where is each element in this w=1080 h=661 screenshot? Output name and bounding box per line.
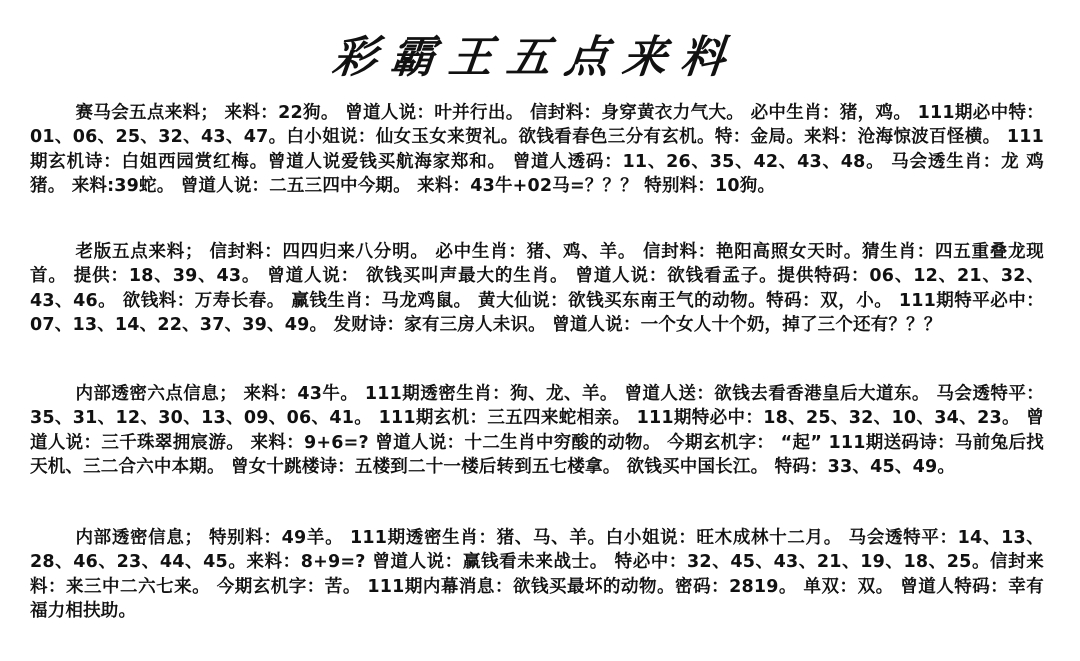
page-title: 彩霸王五点来料 <box>330 32 742 83</box>
section-internal-info: 内部透密信息； 特别料：49羊。 111期透密生肖：猪、马、羊。白小姐说：旺木成林十二月。 马会透特平：14、13、28、46、23、44、45。来料：8+9=? 曾道人说：赢钱看未来战士。 特必中：32、45、43、21、19、18、25。信封来料：来三中二六七来。 今期玄机字：苦。 111期内幕消息：欲钱买最坏的动物。密码：2819。 单双：双。 曾道人特码：幸有福力相扶助。 <box>30 528 1044 621</box>
section-horse-club-five-point: 赛马会五点来料； 来料：22狗。 曾道人说：叶并行出。 信封料：身穿黄衣力气大。 必中生肖：猪，鸡。 111期必中特：01、06、25、32、43、47。白小姐说：仙女玉女来贺礼。欲钱看春色三分有玄机。特：金局。来料：沧海惊波百怪横。 111期玄机诗：白姐西园赏红梅。曾道人说爱钱买航海家郑和。 曾道人透码：11、26、35、42、43、48。 马会透生肖：龙 鸡 猪。 来料:39蛇。 曾道人说：二五三四中今期。 来料：43牛+02马=？？？ 特别料：10狗。 <box>30 103 1044 196</box>
section-internal-six-point: 内部透密六点信息； 来料：43牛。 111期透密生肖：狗、龙、羊。 曾道人送：欲钱去看香港皇后大道东。 马会透特平：35、31、12、30、13、09、06、41。 111期玄机：三五四来蛇相亲。 111期特必中：18、25、32、10、34、23。 曾道人说：三千珠翠拥宸游。 来料：9+6=? 曾道人说：十二生肖中穷酸的动物。 今期玄机字： “起” 111期送码诗：马前兔后找天机、三二合六中本期。 曾女十跳楼诗：五楼到二十一楼后转到五七楼拿。 欲钱买中国长江。 特码：33、45、49。 <box>30 384 1044 477</box>
section-old-edition-five-point: 老版五点来料； 信封料：四四归来八分明。 必中生肖：猪、鸡、羊。 信封料：艳阳高照女天时。猜生肖：四五重叠龙现首。 提供：18、39、43。 曾道人说： 欲钱买叫声最大的生肖。 曾道人说：欲钱看孟子。提供特码：06、12、21、32、43、46。 欲钱料：万寿长春。 赢钱生肖：马龙鸡鼠。 黄大仙说：欲钱买东南王气的动物。特码：双，小。 111期特平必中：07、13、14、22、37、39、49。 发财诗：家有三房人未识。 曾道人说：一个女人十个奶，掉了三个还有？？？ <box>30 242 1044 335</box>
